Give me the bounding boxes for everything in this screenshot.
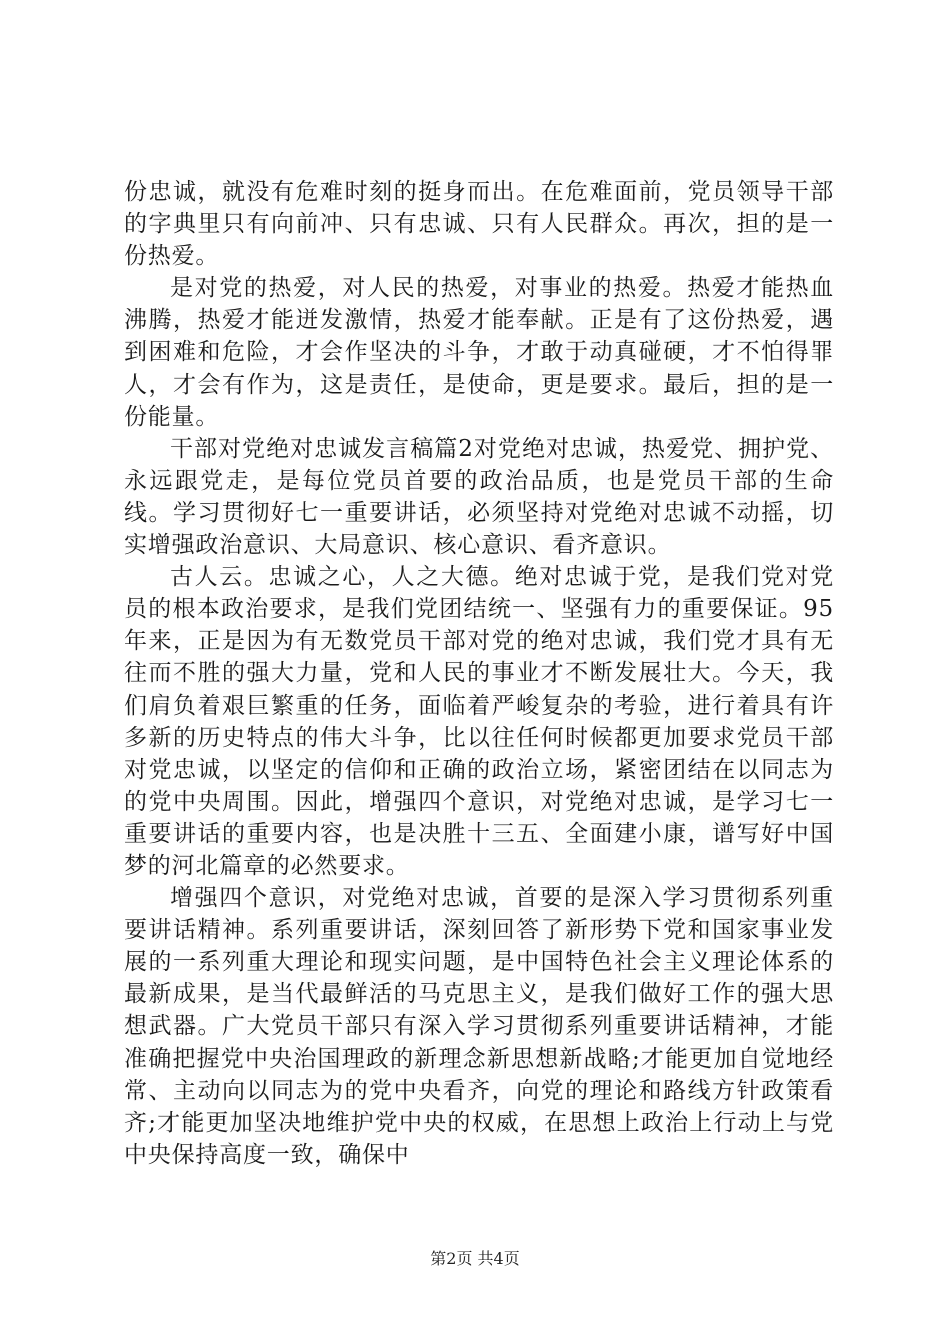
paragraph-2: 是对党的热爱，对人民的热爱，对事业的热爱。热爱才能热血沸腾，热爱才能迸发激情，热爱才能奉献。正是有了这份热爱，遇到困难和危险，才会作坚决的斗争，才敢于动真碰硬，才不怕得罪人，才会有作为，这是责任，是使命，更是要求。最后，担的是一份能量。 bbox=[124, 275, 834, 430]
page-number-footer: 第2页 共4页 bbox=[430, 1249, 520, 1268]
document-body bbox=[124, 176, 834, 1171]
paragraph-1: 份忠诚，就没有危难时刻的挺身而出。在危难面前，党员领导干部的字典里只有向前冲、只有忠诚、只有人民群众。再次，担的是一份热爱。 bbox=[124, 179, 834, 270]
paragraph-4: 古人云。忠诚之心，人之大德。绝对忠诚于党，是我们党对党员的根本政治要求，是我们党团结统一、坚强有力的重要保证。95年来，正是因为有无数党员干部对党的绝对忠诚，我们党才具有无往而不胜的强大力量，党和人民的事业才不断发展壮大。今天，我们肩负着艰巨繁重的任务，面临着严峻复杂的考验，进行着具有许多新的历史特点的伟大斗争，比以往任何时候都更加要求党员干部对党忠诚，以坚定的信仰和正确的政治立场，紧密团结在以同志为的党中央周围。因此，增强四个意识，对党绝对忠诚，是学习七一重要讲话的重要内容，也是决胜十三五、全面建小康，谱写好中国梦的河北篇章的必然要求。 bbox=[124, 564, 834, 879]
paragraph-5: 增强四个意识，对党绝对忠诚，首要的是深入学习贯彻系列重要讲话精神。系列重要讲话，深刻回答了新形势下党和国家事业发展的一系列重大理论和现实问题，是中国特色社会主义理论体系的最新成果，是当代最鲜活的马克思主义，是我们做好工作的强大思想武器。广大党员干部只有深入学习贯彻系列重要讲话精神，才能准确把握党中央治国理政的新理念新思想新战略;才能更加自觉地经常、主动向以同志为的党中央看齐，向党的理论和路线方针政策看齐;才能更加坚决地维护党中央的权威，在思想上政治上行动上与党中央保持高度一致，确保中 bbox=[124, 885, 834, 1168]
paragraph-3: 干部对党绝对忠诚发言稿篇2对党绝对忠诚，热爱党、拥护党、永远跟党走，是每位党员首要的政治品质，也是党员干部的生命线。学习贯彻好七一重要讲话，必须坚持对党绝对忠诚不动摇，切实增强政治意识、大局意识、核心意识、看齐意识。 bbox=[124, 435, 834, 559]
